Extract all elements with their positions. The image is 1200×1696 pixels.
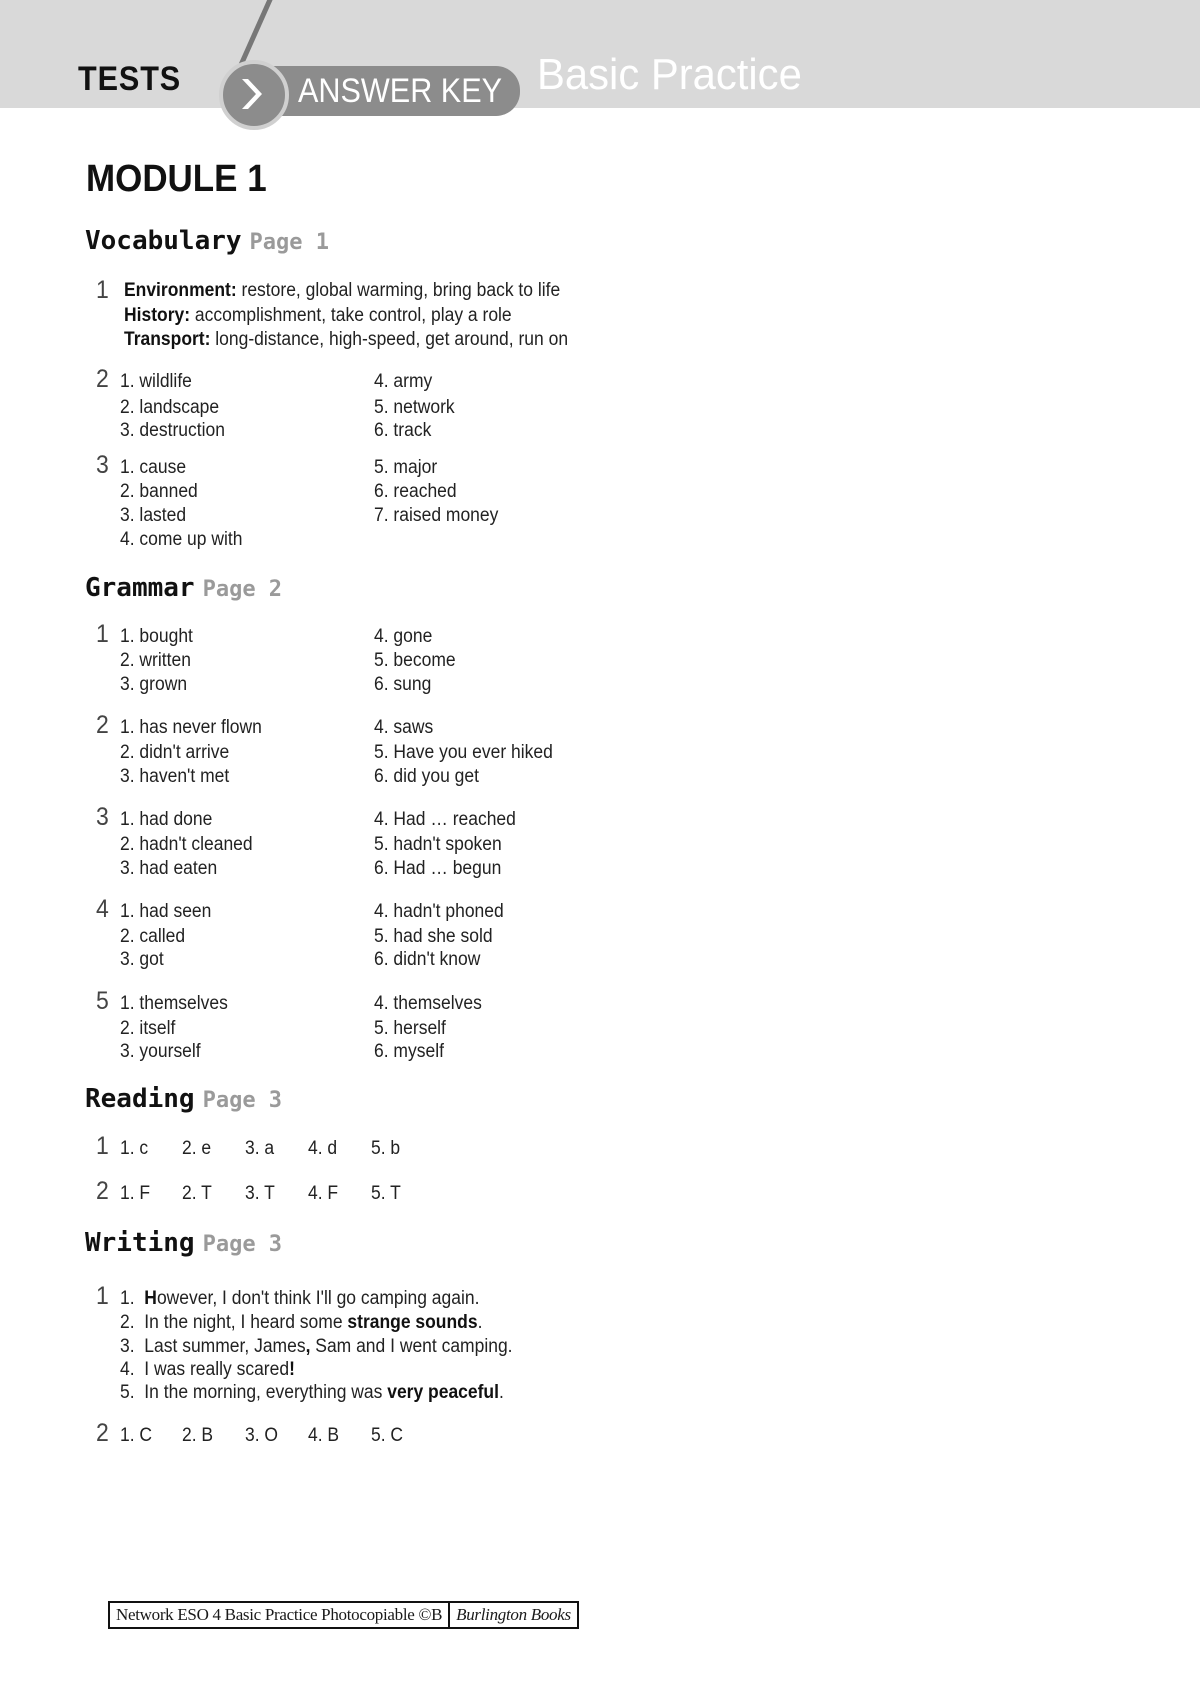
answer-item: 2. itself	[120, 1018, 176, 1039]
exercise-number: 2	[96, 365, 109, 393]
vocab-ex1-row: History: accomplishment, take control, play a role	[124, 305, 512, 326]
answer-item: 3. haven't met	[120, 766, 230, 787]
answer-item: 4. F	[308, 1183, 339, 1204]
answer-item: 6. reached	[374, 481, 457, 502]
chevron-right-icon	[236, 74, 276, 114]
answer-item: 5. become	[374, 650, 456, 671]
answer-item: 3. had eaten	[120, 858, 218, 879]
answer-item: 6. sung	[374, 674, 432, 695]
answer-item: 2. written	[120, 650, 191, 671]
answer-item: 2. landscape	[120, 397, 220, 418]
exercise-number: 2	[96, 1177, 109, 1205]
answer-key-label: ANSWER KEY	[298, 72, 503, 110]
answer-item: 5. Have you ever hiked	[374, 742, 553, 763]
section-page: Page 2	[202, 577, 283, 602]
writing-line: 3. Last summer, James, Sam and I went camping.	[120, 1336, 513, 1357]
answer-item: 3. lasted	[120, 505, 187, 526]
answer-item: 5. T	[371, 1183, 401, 1204]
answer-item: 5. herself	[374, 1018, 446, 1039]
answer-item: 4. themselves	[374, 993, 482, 1014]
exercise-number: 3	[96, 451, 109, 479]
answer-item: 5. hadn't spoken	[374, 834, 502, 855]
answer-item: 1. has never flown	[120, 717, 262, 738]
answer-item: 2. hadn't cleaned	[120, 834, 253, 855]
section-heading-writing	[85, 1228, 282, 1258]
section-title: Grammar	[85, 573, 195, 603]
answer-item: 3. O	[245, 1425, 279, 1446]
section-heading-grammar	[85, 573, 282, 603]
writing-line: 2. In the night, I heard some strange sounds.	[120, 1312, 483, 1333]
answer-item: 1. had seen	[120, 901, 212, 922]
exercise-number: 2	[96, 711, 109, 739]
answer-item: 4. hadn't phoned	[374, 901, 504, 922]
answer-item: 2. T	[182, 1183, 212, 1204]
answer-item: 2. called	[120, 926, 186, 947]
answer-item: 1. C	[120, 1425, 153, 1446]
exercise-number: 1	[96, 1282, 109, 1310]
answer-item: 2. didn't arrive	[120, 742, 230, 763]
answer-item: 4. come up with	[120, 529, 243, 550]
answer-item: 4. d	[308, 1138, 338, 1159]
answer-item: 4. saws	[374, 717, 434, 738]
section-heading-reading	[85, 1084, 282, 1114]
exercise-number: 1	[96, 1132, 109, 1160]
footer-copyright-box	[108, 1601, 579, 1629]
answer-item: 5. C	[371, 1425, 404, 1446]
answer-item: 2. banned	[120, 481, 198, 502]
answer-item: 1. had done	[120, 809, 213, 830]
answer-item: 5. major	[374, 457, 438, 478]
answer-item: 6. Had … begun	[374, 858, 502, 879]
answer-item: 5. b	[371, 1138, 401, 1159]
section-page: Page 3	[202, 1232, 283, 1257]
answer-item: 3. got	[120, 949, 164, 970]
answer-item: 1. cause	[120, 457, 187, 478]
answer-item: 4. gone	[374, 626, 433, 647]
answer-item: 1. bought	[120, 626, 193, 647]
answer-item: 3. destruction	[120, 420, 225, 441]
section-page: Page 1	[249, 230, 330, 255]
answer-item: 1. themselves	[120, 993, 228, 1014]
exercise-number: 1	[96, 276, 109, 304]
exercise-number: 5	[96, 987, 109, 1015]
vocab-ex1-row: Environment: restore, global warming, bring back to life	[124, 280, 561, 301]
answer-item: 6. didn't know	[374, 949, 481, 970]
basic-practice-label: Basic Practice	[537, 50, 802, 99]
answer-item: 7. raised money	[374, 505, 499, 526]
writing-line: 4. I was really scared!	[120, 1359, 295, 1380]
exercise-number: 4	[96, 895, 109, 923]
answer-item: 3. T	[245, 1183, 275, 1204]
exercise-number: 2	[96, 1419, 109, 1447]
section-title: Reading	[85, 1084, 195, 1114]
answer-item: 6. did you get	[374, 766, 479, 787]
answer-item: 3. grown	[120, 674, 188, 695]
module-title: MODULE 1	[86, 158, 267, 200]
answer-item: 2. B	[182, 1425, 214, 1446]
section-title: Vocabulary	[85, 226, 242, 256]
answer-item: 6. track	[374, 420, 432, 441]
writing-line: 1. However, I don't think I'll go camping again.	[120, 1288, 480, 1309]
answer-item: 3. a	[245, 1138, 275, 1159]
exercise-number: 3	[96, 803, 109, 831]
answer-item: 1. F	[120, 1183, 151, 1204]
section-heading-vocabulary	[85, 226, 329, 256]
answer-item: 2. e	[182, 1138, 212, 1159]
answer-item: 1. wildlife	[120, 371, 192, 392]
footer-copyright-text: Network ESO 4 Basic Practice Photocopiable ©B	[116, 1605, 443, 1624]
answer-item: 6. myself	[374, 1041, 444, 1062]
answer-item: 1. c	[120, 1138, 149, 1159]
writing-line: 5. In the morning, everything was very peaceful.	[120, 1382, 504, 1403]
answer-item: 4. Had … reached	[374, 809, 516, 830]
answer-item: 3. yourself	[120, 1041, 201, 1062]
footer-publisher: Burlington Books	[456, 1605, 571, 1624]
section-title: Writing	[85, 1228, 195, 1258]
vocab-ex1-row: Transport: long-distance, high-speed, get around, run on	[124, 329, 569, 350]
answer-item: 5. network	[374, 397, 455, 418]
answer-item: 4. B	[308, 1425, 340, 1446]
answer-item: 4. army	[374, 371, 433, 392]
tests-label: TESTS	[78, 60, 182, 98]
answer-item: 5. had she sold	[374, 926, 493, 947]
exercise-number: 1	[96, 620, 109, 648]
section-page: Page 3	[202, 1088, 283, 1113]
